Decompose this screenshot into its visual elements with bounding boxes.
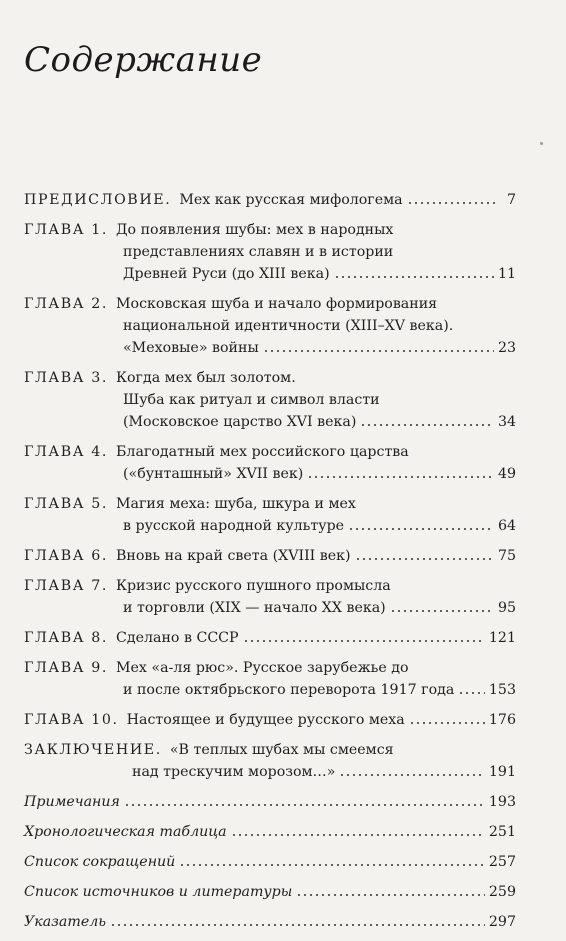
page-number: 176 bbox=[488, 712, 516, 728]
toc-entry-line bbox=[24, 597, 516, 619]
page-number: 23 bbox=[497, 340, 516, 356]
toc-entry-prefix: ГЛАВА 2. bbox=[24, 296, 108, 312]
toc-entry-line bbox=[24, 575, 516, 597]
toc-entry-title: Шуба как ритуал и символ власти bbox=[123, 392, 380, 408]
page-number: 193 bbox=[488, 794, 516, 810]
toc-entry-chronology[interactable] bbox=[24, 821, 516, 843]
toc-entry-line bbox=[24, 657, 516, 679]
toc-entry-index[interactable] bbox=[24, 911, 516, 933]
toc-entry-title: и торговли (XIX — начало XX века) bbox=[123, 600, 386, 616]
dot-leader bbox=[360, 414, 494, 428]
toc-entry-line bbox=[24, 315, 516, 337]
toc-entry-line bbox=[24, 821, 516, 843]
toc-entry-ch1[interactable] bbox=[24, 219, 516, 285]
toc-entry-prefix: ГЛАВА 4. bbox=[24, 444, 108, 460]
toc-entry-line bbox=[24, 851, 516, 873]
dot-leader bbox=[263, 340, 494, 354]
toc-entry-prefix: ГЛАВА 3. bbox=[24, 370, 108, 386]
toc-entry-prefix: ПРЕДИСЛОВИЕ. bbox=[24, 192, 172, 208]
toc-entry-title: Благодатный мех российского царства bbox=[116, 444, 409, 460]
page-number: 121 bbox=[488, 630, 516, 646]
toc-entry-title: и после октябрьского переворота 1917 года bbox=[123, 682, 455, 698]
page-number: 153 bbox=[488, 682, 516, 698]
toc-entry-line bbox=[24, 389, 516, 411]
toc-entry-ch8[interactable] bbox=[24, 627, 516, 649]
toc-entry-line bbox=[24, 515, 516, 537]
toc-entry-title: («бунташный» XVII век) bbox=[123, 466, 304, 482]
dot-leader bbox=[231, 824, 485, 838]
page-number: 11 bbox=[497, 266, 516, 282]
toc-entry-prefix: ГЛАВА 5. bbox=[24, 496, 108, 512]
toc-entry-notes[interactable] bbox=[24, 791, 516, 813]
dot-leader bbox=[334, 266, 494, 280]
dot-leader bbox=[307, 466, 494, 480]
page-number: 257 bbox=[488, 854, 516, 870]
toc-entry-title: Московская шуба и начало формирования bbox=[116, 296, 438, 312]
toc-entry-ch4[interactable] bbox=[24, 441, 516, 485]
toc-entry-title: Магия меха: шуба, шкура и мех bbox=[116, 496, 356, 512]
dot-leader bbox=[407, 192, 498, 206]
toc-entry-line bbox=[24, 337, 516, 359]
toc-entry-line bbox=[24, 791, 516, 813]
toc-entry-preface[interactable] bbox=[24, 189, 516, 211]
page-number: 251 bbox=[488, 824, 516, 840]
toc-entry-line bbox=[24, 627, 516, 649]
toc-entry-line bbox=[24, 463, 516, 485]
toc-entry-line bbox=[24, 881, 516, 903]
toc-entry-line bbox=[24, 263, 516, 285]
toc-entry-line bbox=[24, 679, 516, 701]
toc-entry-prefix: ГЛАВА 10. bbox=[24, 712, 119, 728]
toc-entry-title: национальной идентичности (XIII–XV века). bbox=[123, 318, 454, 334]
toc-entry-prefix: ЗАКЛЮЧЕНИЕ. bbox=[24, 742, 162, 758]
toc-entry-title: Указатель bbox=[24, 914, 106, 930]
toc-entry-line bbox=[24, 493, 516, 515]
toc-entry-line bbox=[24, 189, 516, 211]
toc-entry-title: «Меховые» войны bbox=[123, 340, 259, 356]
page-title: Содержание bbox=[24, 40, 263, 80]
toc-entry-title: представлениях славян и в истории bbox=[123, 244, 394, 260]
toc-entry-title: Настоящее и будущее русского меха bbox=[126, 712, 405, 728]
toc-entry-title: До появления шубы: мех в народных bbox=[116, 222, 394, 238]
toc-entry-title: Кризис русского пушного промысла bbox=[116, 578, 391, 594]
page-number: 34 bbox=[497, 414, 516, 430]
toc-entry-abbreviations[interactable] bbox=[24, 851, 516, 873]
page-number: 191 bbox=[488, 764, 516, 780]
toc-entry-title: Примечания bbox=[24, 794, 120, 810]
page-number: 49 bbox=[497, 466, 516, 482]
toc-entry-line bbox=[24, 911, 516, 933]
dot-leader bbox=[409, 712, 485, 726]
page-number: 297 bbox=[488, 914, 516, 930]
dot-leader bbox=[124, 794, 485, 808]
page-number: 75 bbox=[497, 548, 516, 564]
toc-entry-ch10[interactable] bbox=[24, 709, 516, 731]
toc-entry-prefix: ГЛАВА 8. bbox=[24, 630, 108, 646]
dot-leader bbox=[355, 548, 494, 562]
toc-entry-title: Мех как русская мифологема bbox=[179, 192, 403, 208]
paper-speck bbox=[540, 142, 543, 145]
dot-leader bbox=[339, 764, 484, 778]
toc-entry-title: Список сокращений bbox=[24, 854, 176, 870]
toc-entry-prefix: ГЛАВА 6. bbox=[24, 548, 108, 564]
dot-leader bbox=[179, 854, 485, 868]
toc-entry-title: Хронологическая таблица bbox=[24, 824, 227, 840]
toc-entry-line bbox=[24, 709, 516, 731]
toc-entry-line bbox=[24, 739, 516, 761]
toc-entry-title: Когда мех был золотом. bbox=[116, 370, 296, 386]
toc-entry-title: Мех «а-ля рюс». Русское зарубежье до bbox=[116, 660, 409, 676]
table-of-contents bbox=[24, 189, 516, 941]
toc-entry-title: над трескучим морозом…» bbox=[132, 764, 336, 780]
toc-entry-title: Сделано в СССР bbox=[116, 630, 239, 646]
toc-entry-title: Древней Руси (до XIII века) bbox=[123, 266, 330, 282]
toc-entry-line bbox=[24, 545, 516, 567]
toc-entry-ch9[interactable] bbox=[24, 657, 516, 701]
dot-leader bbox=[348, 518, 494, 532]
page-number: 7 bbox=[506, 192, 516, 208]
toc-entry-title: «В теплых шубах мы смеемся bbox=[169, 742, 394, 758]
toc-entry-prefix: ГЛАВА 7. bbox=[24, 578, 108, 594]
dot-leader bbox=[243, 630, 485, 644]
toc-entry-ch5[interactable] bbox=[24, 493, 516, 537]
toc-entry-conclusion[interactable] bbox=[24, 739, 516, 783]
toc-entry-title: Список источников и литературы bbox=[24, 884, 293, 900]
toc-entry-line bbox=[24, 241, 516, 263]
dot-leader bbox=[458, 682, 485, 696]
page-number: 95 bbox=[497, 600, 516, 616]
toc-entry-title: Вновь на край света (XVIII век) bbox=[116, 548, 351, 564]
toc-entry-ch6[interactable] bbox=[24, 545, 516, 567]
toc-entry-prefix: ГЛАВА 9. bbox=[24, 660, 108, 676]
toc-entry-line bbox=[24, 441, 516, 463]
toc-entry-line bbox=[24, 219, 516, 241]
dot-leader bbox=[296, 884, 485, 898]
toc-entry-ch2[interactable] bbox=[24, 293, 516, 359]
toc-entry-line bbox=[24, 761, 516, 783]
dot-leader bbox=[110, 914, 485, 928]
toc-entry-line bbox=[24, 411, 516, 433]
toc-entry-title: в русской народной культуре bbox=[123, 518, 345, 534]
toc-entry-ch7[interactable] bbox=[24, 575, 516, 619]
toc-entry-prefix: ГЛАВА 1. bbox=[24, 222, 108, 238]
toc-entry-sources[interactable] bbox=[24, 881, 516, 903]
toc-entry-ch3[interactable] bbox=[24, 367, 516, 433]
page-number: 259 bbox=[488, 884, 516, 900]
dot-leader bbox=[390, 600, 494, 614]
page-number: 64 bbox=[497, 518, 516, 534]
toc-entry-title: (Московское царство XVI века) bbox=[123, 414, 357, 430]
toc-entry-line bbox=[24, 293, 516, 315]
toc-entry-line bbox=[24, 367, 516, 389]
